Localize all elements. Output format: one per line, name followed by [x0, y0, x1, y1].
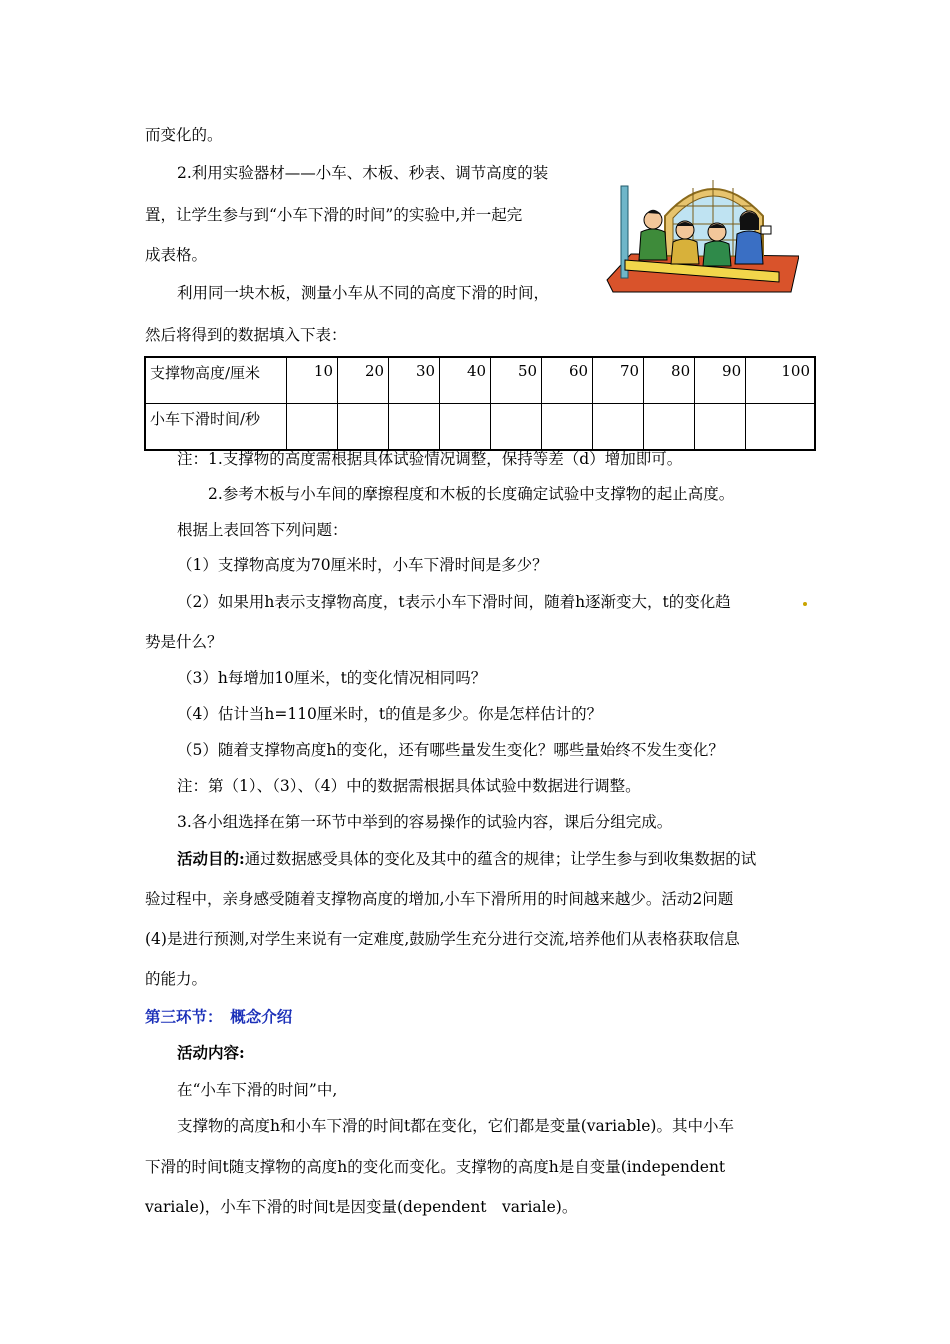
text-line: 2.利用实验器材——小车、木板、秒表、调节高度的装 [177, 164, 549, 182]
text-line: 置，让学生参与到“小车下滑的时间”的实验中,并一起完 [145, 206, 523, 224]
purpose-line: (4)是进行预测,对学生来说有一定难度,鼓励学生充分进行交流,培养他们从表格获取信息 [145, 930, 740, 948]
text-line: variale)，小车下滑的时间t是因变量(dependent variale)。 [145, 1198, 578, 1216]
text-line: 下滑的时间t随支撑物的高度h的变化而变化。支撑物的高度h是自变量(independent [145, 1158, 726, 1176]
time-cell [542, 404, 593, 451]
time-cell [695, 404, 746, 451]
time-cell [491, 404, 542, 451]
height-cell: 80 [644, 357, 695, 404]
text-line: 支撑物的高度h和小车下滑的时间t都在变化，它们都是变量(variable)。其中小车 [177, 1117, 734, 1135]
question-line: （5）随着支撑物高度h的变化，还有哪些量发生变化？哪些量始终不发生变化？ [177, 741, 724, 759]
height-cell: 60 [542, 357, 593, 404]
row-header-height: 支撑物高度/厘米 [145, 357, 287, 404]
height-cell: 100 [746, 357, 815, 404]
time-cell [287, 404, 338, 451]
question-line: 势是什么？ [145, 633, 223, 651]
table-row-height [145, 357, 815, 404]
text-line: 在“小车下滑的时间”中, [177, 1081, 338, 1099]
height-cell: 70 [593, 357, 644, 404]
question-line: （4）估计当h=110厘米时，t的值是多少。你是怎样估计的？ [177, 705, 603, 723]
purpose-text: 通过数据感受具体的变化及其中的蕴含的规律；让学生参与到收集数据的试 [244, 850, 757, 868]
time-cell [338, 404, 389, 451]
height-cell: 50 [491, 357, 542, 404]
note-line: 注：1.支撑物的高度需根据具体试验情况调整，保持等差（d）增加即可。 [177, 450, 683, 468]
experiment-data-table [144, 356, 816, 451]
time-cell [440, 404, 491, 451]
question-line: （3）h每增加10厘米，t的变化情况相同吗？ [177, 669, 487, 687]
purpose-line [177, 849, 756, 869]
height-cell: 20 [338, 357, 389, 404]
table-row-time [145, 404, 815, 451]
text-line: 根据上表回答下列问题： [177, 521, 348, 539]
note-line: 注：第（1）、（3）、（4）中的数据需根据具体试验中数据进行调整。 [177, 777, 641, 795]
purpose-label: 活动目的: [177, 849, 245, 868]
text-line: 然后将得到的数据填入下表： [145, 326, 347, 344]
students-experiment-illustration [603, 168, 799, 294]
section-title: 第三环节： 概念介绍 [145, 1007, 293, 1026]
text-line: 利用同一块木板，测量小车从不同的高度下滑的时间， [177, 284, 550, 302]
text-line: 成表格。 [145, 246, 208, 264]
time-cell [593, 404, 644, 451]
question-line: （2）如果用h表示支撑物高度，t表示小车下滑时间，随着h逐渐变大，t的变化趋 [177, 593, 731, 611]
purpose-line: 的能力。 [145, 970, 208, 988]
purpose-line: 验过程中，亲身感受随着支撑物高度的增加,小车下滑所用的时间越来越少。活动2问题 [145, 890, 734, 908]
text-line: 3.各小组选择在第一环节中举到的容易操作的试验内容，课后分组完成。 [177, 813, 673, 831]
time-cell [746, 404, 815, 451]
height-cell: 30 [389, 357, 440, 404]
question-line: （1）支撑物高度为70厘米时，小车下滑时间是多少？ [177, 556, 548, 574]
height-cell: 90 [695, 357, 746, 404]
text-line: 而变化的。 [145, 126, 223, 144]
height-cell: 40 [440, 357, 491, 404]
row-header-time: 小车下滑时间/秒 [145, 404, 287, 451]
time-cell [644, 404, 695, 451]
highlight-mark [803, 602, 807, 606]
height-cell: 10 [287, 357, 338, 404]
content-label: 活动内容: [177, 1043, 245, 1062]
note-line: 2.参考木板与小车间的摩擦程度和木板的长度确定试验中支撑物的起止高度。 [208, 485, 735, 503]
time-cell [389, 404, 440, 451]
